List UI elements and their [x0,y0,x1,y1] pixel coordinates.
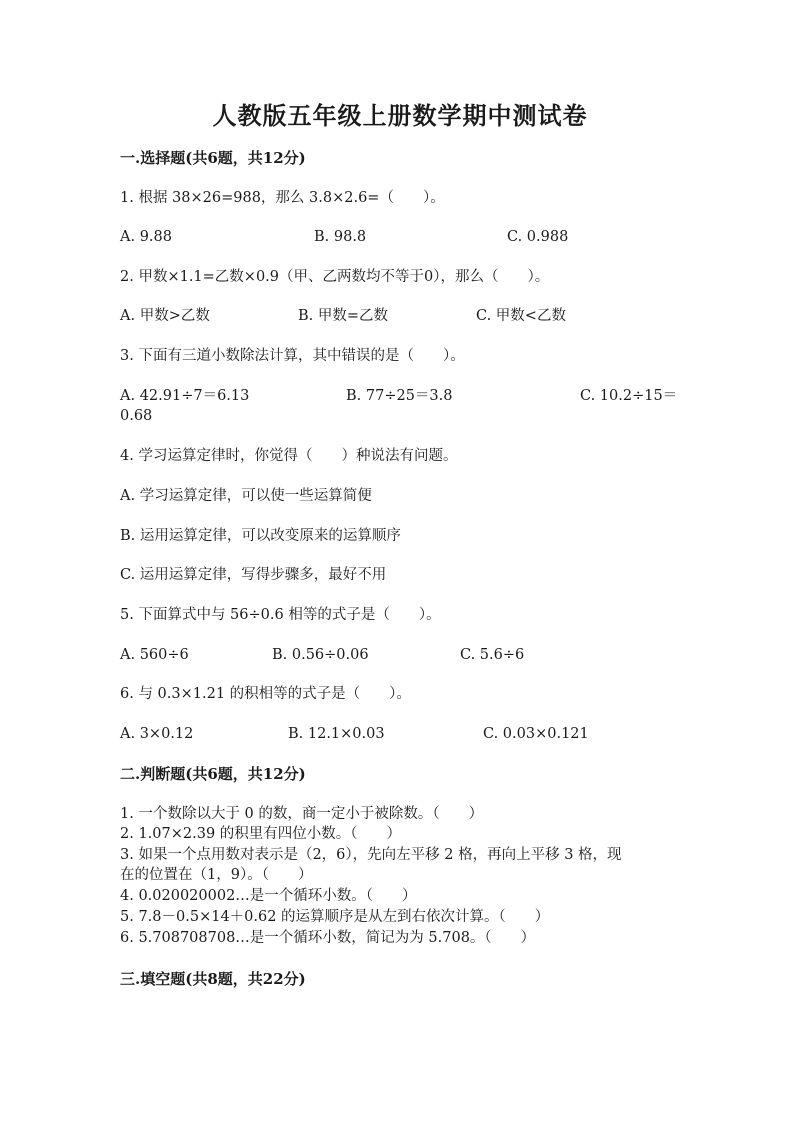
judgement-item-4: 4. 0.020020002…是一个循环小数。（ ） [120,888,417,904]
q5-option-a: A. 560÷6 [120,647,189,663]
q1-option-c: C. 0.988 [507,229,569,245]
question-5: 5. 下面算式中与 56÷0.6 相等的式子是（ ）。 [120,607,441,623]
judgement-item-1: 1. 一个数除以大于 0 的数，商一定小于被除数。（ ） [120,806,484,822]
q6-option-b: B. 12.1×0.03 [288,726,385,742]
judgement-item-5: 5. 7.8－0.5×14＋0.62 的运算顺序是从左到右依次计算。（ ） [120,909,550,925]
q6-option-a: A. 3×0.12 [120,726,194,742]
q2-option-c: C. 甲数<乙数 [476,308,566,324]
judgement-item-3: 3. 如果一个点用数对表示是（2，6），先向左平移 2 格，再向上平移 3 格，现 [120,847,622,863]
q5-option-b: B. 0.56÷0.06 [272,647,369,663]
q1-option-b: B. 98.8 [314,229,367,245]
q4-option-c: C. 运用运算定律，写得步骤多，最好不用 [120,567,387,583]
page-title: 人教版五年级上册数学期中测试卷 [212,101,588,130]
judgement-item-6: 6. 5.708708708…是一个循环小数，简记为为 5.708。（ ） [120,930,536,946]
q3-option-b: B. 77÷25＝3.8 [346,388,453,404]
section-heading-judgement: 二.判断题(共6题，共12分) [120,765,306,783]
q5-option-c: C. 5.6÷6 [460,647,525,663]
section-heading-fill-in: 三.填空题(共8题，共22分) [120,970,306,988]
q2-option-b: B. 甲数=乙数 [298,308,389,324]
q4-option-b: B. 运用运算定律，可以改变原来的运算顺序 [120,528,401,544]
q3-option-a: A. 42.91÷7＝6.13 [120,388,250,404]
q6-option-c: C. 0.03×0.121 [483,726,589,742]
q2-option-a: A. 甲数>乙数 [120,308,210,324]
q4-option-a: A. 学习运算定律，可以使一些运算简便 [120,488,372,504]
judgement-item-2: 2. 1.07×2.39 的积里有四位小数。（ ） [120,826,402,842]
question-3: 3. 下面有三道小数除法计算，其中错误的是（ ）。 [120,348,465,364]
question-1: 1. 根据 38×26=988，那么 3.8×2.6=（ ）。 [120,190,445,206]
q3-option-c: C. 10.2÷15＝ [580,388,678,404]
q3-option-c-continued: 0.68 [120,408,153,424]
judgement-item-3-continued: 在的位置在（1，9）。（ ） [120,867,313,883]
question-2: 2. 甲数×1.1=乙数×0.9（甲、乙两数均不等于0），那么（ ）。 [120,269,550,285]
q1-option-a: A. 9.88 [120,229,172,245]
question-4: 4. 学习运算定律时，你觉得（ ）种说法有问题。 [120,448,458,464]
question-6: 6. 与 0.3×1.21 的积相等的式子是（ ）。 [120,686,411,702]
section-heading-choice: 一.选择题(共6题，共12分) [120,149,306,167]
